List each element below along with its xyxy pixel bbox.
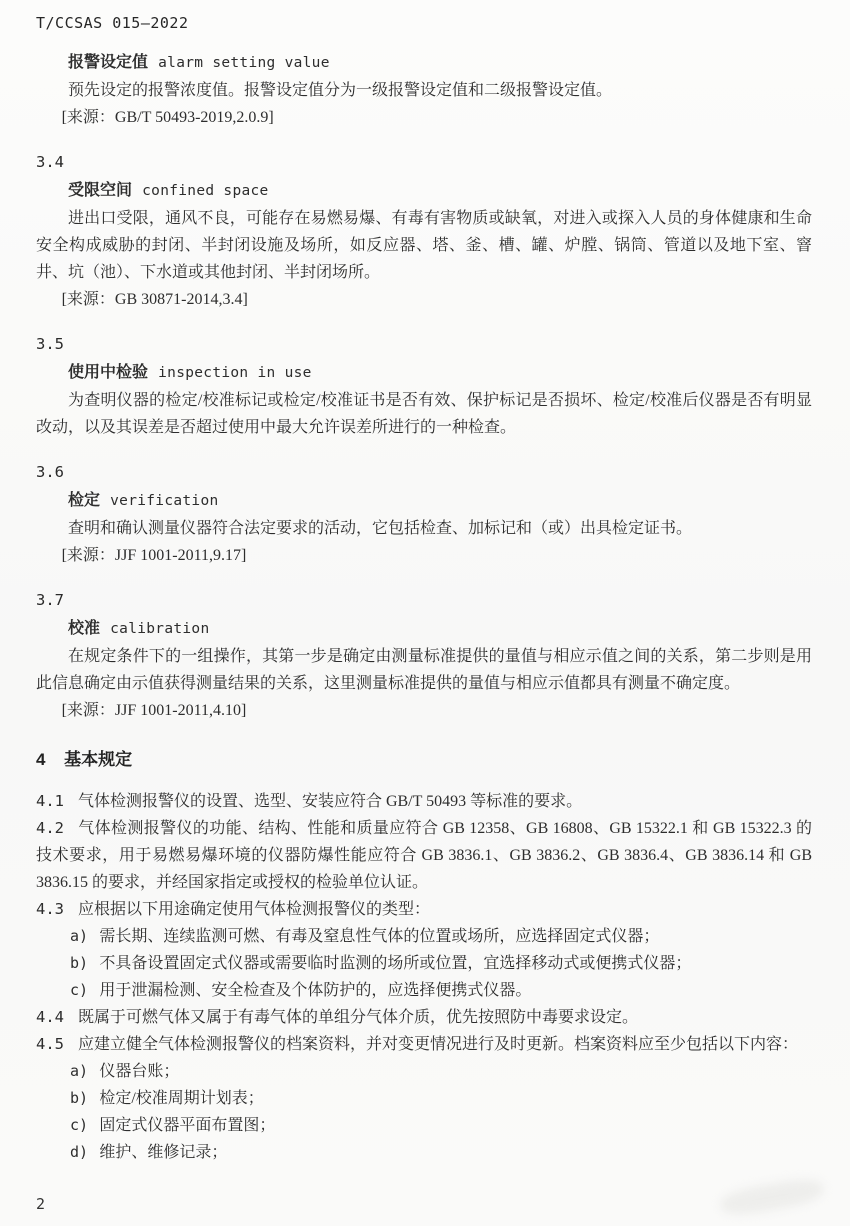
- term-source: [来源：JJF 1001-2011,4.10]: [61, 702, 247, 719]
- page-number: 2: [36, 1195, 46, 1213]
- section-basic-provisions: [36, 746, 812, 1166]
- clause-4-1: 4.1 气体检测报警仪的设置、选型、安装应符合 GB/T 50493 等标准的要求。: [36, 792, 583, 810]
- section-heading: [36, 746, 812, 773]
- term-heading: [36, 49, 812, 77]
- list-item-4-5-b: b) 检定/校准周期计划表；: [70, 1089, 264, 1107]
- list-item-4-5-a: a) 仪器台账；: [70, 1062, 180, 1080]
- list-item-4-3-a: a) 需长期、连续监测可燃、有毒及窒息性气体的位置或场所，应选择固定式仪器；: [70, 927, 660, 945]
- term-zh: 报警设定值: [68, 54, 149, 71]
- clause-4-3: 4.3 应根据以下用途确定使用气体检测报警仪的类型：: [36, 900, 430, 918]
- term-block-alarm-setting-value: [36, 49, 812, 131]
- section-title: 基本规定: [64, 750, 133, 769]
- clause-number: 3.7: [36, 591, 64, 609]
- clause-4-4: 4.4 既属于可燃气体又属于有毒气体的单组分气体介质，优先按照防中毒要求设定。: [36, 1008, 638, 1026]
- clause-number: 3.6: [36, 463, 64, 481]
- term-zh: 受限空间: [68, 182, 133, 199]
- term-en: inspection in use: [158, 365, 312, 381]
- list-item-4-5-c: c) 固定式仪器平面布置图；: [70, 1116, 276, 1134]
- list-item-4-3-b: b) 不具备设置固定式仪器或需要临时监测的场所或位置，宜选择移动式或便携式仪器；: [70, 954, 692, 972]
- scan-artifact: [719, 1175, 826, 1219]
- term-heading: [36, 359, 812, 387]
- term-en: verification: [110, 493, 219, 509]
- list-item-4-5-d: d) 维护、维修记录；: [70, 1143, 228, 1161]
- term-definition: 进出口受限，通风不良，可能存在易燃易爆、有毒有害物质或缺氧，对进入或探入人员的身体健康和生命安全构成威胁的封闭、半封闭设施及场所，如反应器、塔、釜、槽、罐、炉膛、锅筒、管道以及地下室、窨井、坑（池）、下水道或其他封闭、半封闭场所。: [36, 210, 812, 281]
- term-block-calibration: [36, 587, 812, 724]
- clause-4-5: 4.5 应建立健全气体检测报警仪的档案资料，并对变更情况进行及时更新。档案资料应至少包括以下内容：: [36, 1035, 798, 1053]
- term-heading: [36, 487, 812, 515]
- standard-number-header: T/CCSAS 015—2022: [36, 14, 189, 32]
- term-heading: [36, 177, 812, 205]
- term-heading: [36, 615, 812, 643]
- section-number: 4: [36, 750, 46, 769]
- clause-4-2: 4.2 气体检测报警仪的功能、结构、性能和质量应符合 GB 12358、GB 16808、GB 15322.1 和 GB 15322.3 的技术要求，用于易燃易爆环境的仪器防爆性能应符合 GB 3836.1、GB 3836.2、GB 3836.4、GB 3836.14 和 GB 3836.15 的要求，并经国家指定或授权的检验单位认证。: [36, 819, 812, 891]
- list-item-4-3-c: c) 用于泄漏检测、安全检查及个体防护的，应选择便携式仪器。: [70, 981, 532, 999]
- term-block-verification: [36, 459, 812, 569]
- term-block-inspection-in-use: [36, 331, 812, 441]
- term-zh: 使用中检验: [68, 364, 149, 381]
- term-source: [来源：JJF 1001-2011,9.17]: [61, 547, 247, 564]
- term-source: [来源：GB/T 50493-2019,2.0.9]: [61, 109, 274, 126]
- clause-number: 3.4: [36, 153, 64, 171]
- term-definition: 预先设定的报警浓度值。报警设定值分为一级报警设定值和二级报警设定值。: [68, 82, 613, 99]
- term-en: confined space: [142, 183, 269, 199]
- term-definition: 为查明仪器的检定/校准标记或检定/校准证书是否有效、保护标记是否损坏、检定/校准后仪器是否有明显改动，以及其误差是否超过使用中最大允许误差所进行的一种检查。: [36, 392, 812, 436]
- clause-number: 3.5: [36, 335, 64, 353]
- term-zh: 校准: [68, 620, 101, 637]
- term-zh: 检定: [68, 492, 101, 509]
- term-block-confined-space: [36, 149, 812, 313]
- term-definition: 在规定条件下的一组操作，其第一步是确定由测量标准提供的量值与相应示值之间的关系，第二步则是用此信息确定由示值获得测量结果的关系，这里测量标准提供的量值与相应示值都具有测量不确定度。: [36, 648, 812, 692]
- term-source: [来源：GB 30871-2014,3.4]: [61, 291, 248, 308]
- term-definition: 查明和确认测量仪器符合法定要求的活动，它包括检查、加标记和（或）出具检定证书。: [68, 520, 693, 537]
- term-en: alarm setting value: [158, 55, 330, 71]
- term-en: calibration: [110, 621, 210, 637]
